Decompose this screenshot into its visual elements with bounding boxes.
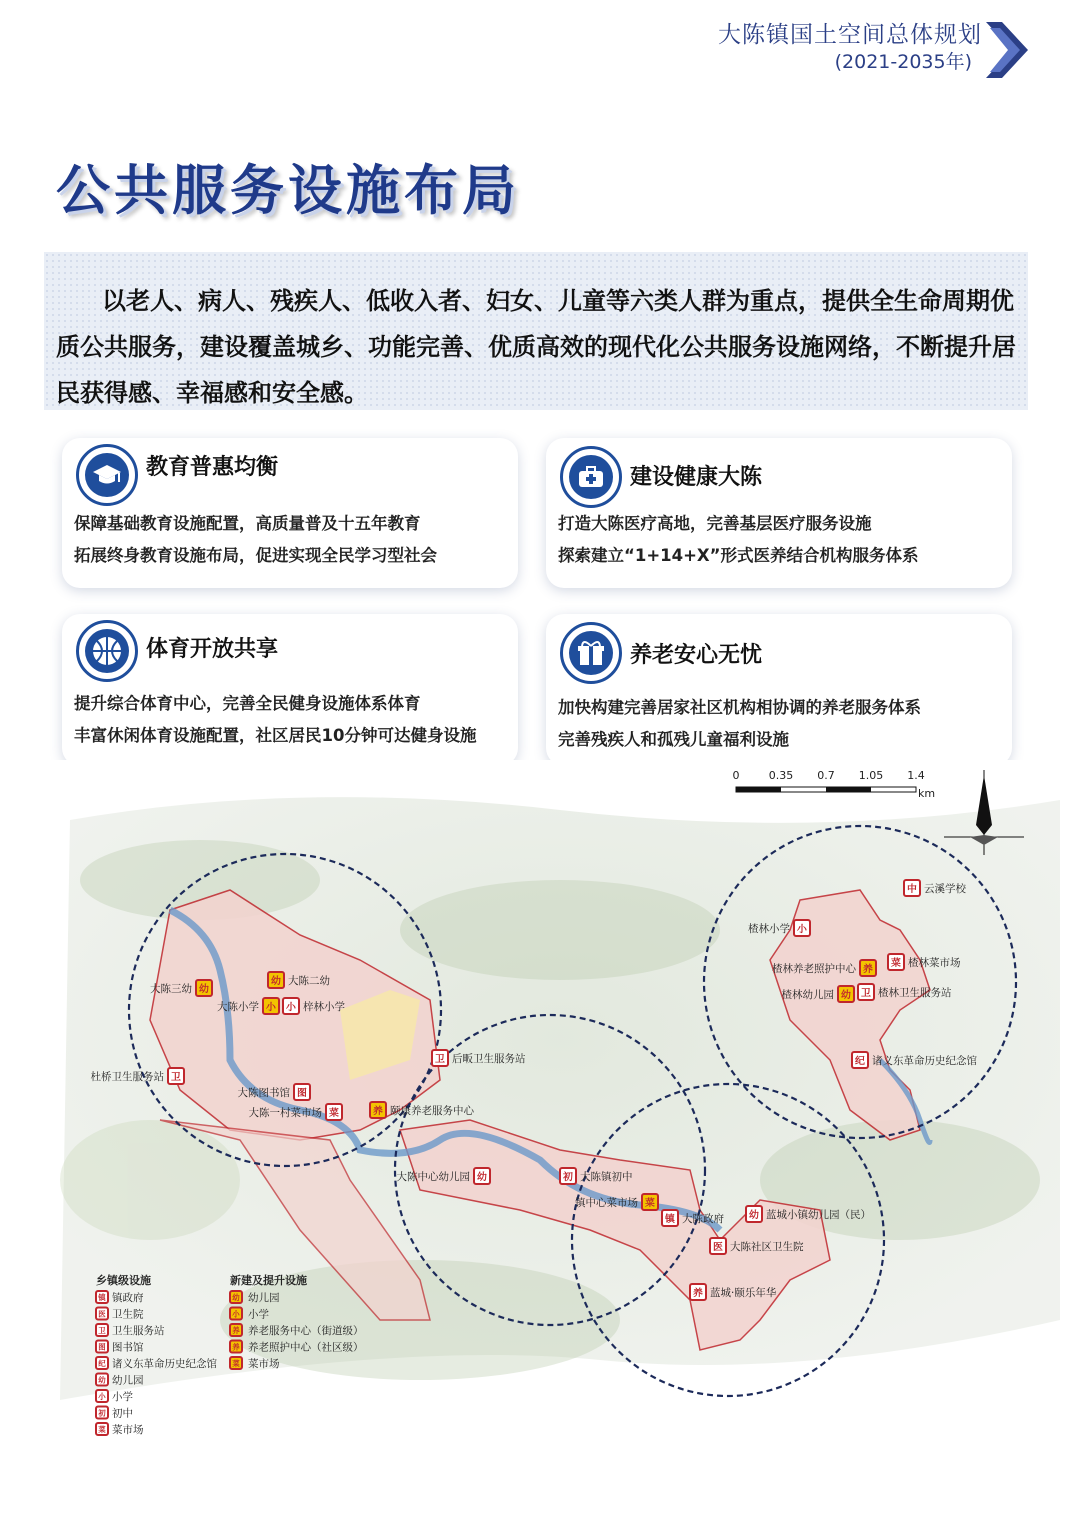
marker-glyph: 镇 [665, 1213, 675, 1225]
map-marker [690, 1284, 706, 1300]
legend-marker [230, 1324, 242, 1336]
card-sports [62, 614, 518, 766]
legend-label: 养老照护中心（社区级） [248, 1341, 364, 1354]
marker-glyph: 图 [297, 1087, 307, 1099]
map-marker [168, 1068, 184, 1084]
marker-label: 蓝城·颐乐年华 [710, 1287, 777, 1299]
marker-glyph: 纪 [98, 1358, 106, 1368]
legend-label: 菜市场 [112, 1424, 144, 1436]
scale-tick: 0.7 [817, 769, 835, 782]
card-title: 教育普惠均衡 [146, 455, 279, 480]
map-marker [662, 1210, 678, 1226]
chevron-right-icon [986, 22, 1028, 78]
marker-glyph: 养 [373, 1105, 383, 1117]
marker-glyph: 养 [863, 963, 873, 975]
marker-glyph: 幼 [841, 989, 851, 1001]
card-line: 拓展终身教育设施布局，促进实现全民学习型社会 [74, 546, 437, 565]
marker-glyph: 医 [713, 1241, 723, 1253]
map-marker [642, 1194, 658, 1210]
legend-marker [96, 1390, 108, 1402]
map-marker [904, 880, 920, 896]
marker-glyph: 小 [286, 1001, 296, 1013]
marker-glyph: 初 [98, 1408, 106, 1418]
legend-marker [96, 1423, 108, 1435]
marker-label: 诸义东革命历史纪念馆 [872, 1055, 977, 1067]
marker-glyph: 幼 [98, 1375, 106, 1385]
map-marker [474, 1168, 490, 1184]
legend-label: 诸义东革命历史纪念馆 [112, 1358, 217, 1370]
marker-label: 楂林卫生服务站 [878, 987, 952, 999]
card-line: 保障基础教育设施配置，高质量普及十五年教育 [74, 514, 421, 533]
legend-marker [96, 1407, 108, 1419]
legend-marker [96, 1357, 108, 1369]
marker-label: 云溪学校 [924, 883, 966, 895]
facility-map [0, 760, 1080, 1528]
legend-marker [230, 1357, 242, 1369]
marker-label: 大陈政府 [682, 1213, 724, 1225]
marker-label: 大陈中心幼儿园 [396, 1171, 470, 1183]
marker-label: 大陈图书馆 [237, 1087, 290, 1099]
marker-glyph: 小 [797, 923, 807, 935]
marker-label: 蓝城小镇幼儿园（民） [766, 1209, 871, 1221]
marker-glyph: 卫 [171, 1071, 181, 1083]
marker-label: 杜桥卫生服务站 [90, 1071, 164, 1083]
marker-glyph: 养 [693, 1287, 703, 1299]
map-marker [860, 960, 876, 976]
card-health [546, 438, 1012, 588]
marker-glyph: 菜 [891, 957, 901, 969]
card-line: 打造大陈医疗高地，完善基层医疗服务设施 [558, 514, 872, 533]
scale-tick: 1.4 [907, 769, 925, 782]
marker-label: 大陈二幼 [288, 975, 330, 987]
card-elderly [546, 614, 1012, 766]
marker-glyph: 幼 [199, 983, 209, 995]
card-line: 探索建立“1+14+X”形式医养结合机构服务体系 [558, 546, 919, 565]
marker-glyph: 幼 [749, 1209, 759, 1221]
document-header [718, 20, 982, 74]
card-title: 体育开放共享 [146, 637, 279, 662]
marker-glyph: 小 [232, 1309, 240, 1319]
map-marker [560, 1168, 576, 1184]
map-marker [294, 1084, 310, 1100]
marker-label: 镇中心菜市场 [575, 1197, 638, 1209]
legend-marker [230, 1291, 242, 1303]
marker-label: 梓林小学 [303, 1001, 345, 1013]
legend-label: 菜市场 [248, 1358, 280, 1370]
card-title: 建设健康大陈 [630, 465, 763, 490]
card-line: 丰富休闲体育设施配置，社区居民10分钟可达健身设施 [74, 726, 477, 745]
legend-marker [96, 1324, 108, 1336]
map-marker [888, 954, 904, 970]
card-line: 加快构建完善居家社区机构相协调的养老服务体系 [558, 698, 921, 717]
legend-label: 卫生院 [112, 1308, 144, 1321]
map-marker [263, 998, 279, 1014]
legend-marker [96, 1308, 108, 1320]
scale-tick: 0 [732, 769, 740, 782]
legend-marker [96, 1341, 108, 1353]
basketball-icon [76, 620, 138, 682]
legend-title: 新建及提升设施 [230, 1274, 307, 1287]
map-marker [858, 984, 874, 1000]
marker-glyph: 镇 [98, 1292, 106, 1302]
marker-label: 大陈镇初中 [580, 1171, 633, 1183]
marker-label: 大陈小学 [217, 1001, 259, 1013]
scale-unit: km [918, 787, 936, 800]
map-marker [370, 1102, 386, 1118]
map-marker [268, 972, 284, 988]
plan-title: 大陈镇国土空间总体规划 [718, 22, 982, 48]
marker-glyph: 小 [266, 1001, 276, 1013]
legend-label: 幼儿园 [248, 1292, 280, 1304]
marker-glyph: 卫 [98, 1325, 106, 1335]
marker-glyph: 纪 [855, 1055, 865, 1067]
card-line: 提升综合体育中心，完善全民健身设施体系体育 [74, 694, 421, 713]
intro-box [44, 252, 1028, 410]
legend-marker [230, 1308, 242, 1320]
marker-label: 楂林养老照护中心 [772, 963, 856, 975]
legend-label: 镇政府 [112, 1292, 144, 1304]
map-marker [794, 920, 810, 936]
card-education [62, 438, 518, 588]
legend-label: 小学 [248, 1308, 269, 1321]
marker-glyph: 菜 [232, 1358, 240, 1368]
map-marker [838, 986, 854, 1002]
marker-label: 后畈卫生服务站 [452, 1053, 526, 1065]
map-marker [746, 1206, 762, 1222]
marker-label: 楂林菜市场 [908, 957, 961, 969]
marker-glyph: 幼 [477, 1171, 487, 1183]
marker-glyph: 菜 [98, 1424, 106, 1434]
marker-glyph: 医 [98, 1309, 106, 1319]
card-line: 完善残疾人和孤残儿童福利设施 [558, 730, 789, 749]
legend-label: 幼儿园 [112, 1374, 144, 1387]
legend-marker [96, 1291, 108, 1303]
marker-glyph: 小 [98, 1391, 106, 1401]
marker-glyph: 菜 [645, 1197, 655, 1209]
intro-text: 以老人、病人、残疾人、低收入者、妇女、儿童等六类人群为重点，提供全生命周期优质公共服务，建设覆盖城乡、功能完善、优质高效的现代化公共服务设施网络，不断提升居民获得感、幸福感和安全感。 [56, 287, 1016, 407]
marker-glyph: 养 [232, 1342, 240, 1352]
marker-glyph: 幼 [232, 1292, 240, 1302]
gift-icon [560, 622, 622, 684]
legend-label: 图书馆 [112, 1341, 144, 1354]
map-marker [326, 1104, 342, 1120]
marker-label: 大陈一村菜市场 [248, 1107, 322, 1119]
scale-tick: 1.05 [858, 769, 884, 782]
legend-label: 小学 [112, 1391, 133, 1403]
marker-label: 楂林幼儿园 [781, 989, 834, 1001]
map-marker [432, 1050, 448, 1066]
marker-label: 大陈三幼 [150, 983, 192, 995]
graduation-cap-icon [76, 444, 138, 506]
marker-label: 大陈社区卫生院 [730, 1241, 804, 1253]
marker-label: 颐康养老服务中心 [390, 1105, 474, 1117]
map-marker [283, 998, 299, 1014]
marker-label: 楂林小学 [748, 923, 790, 935]
page-title: 公共服务设施布局 [56, 159, 520, 222]
legend-label: 养老服务中心（街道级） [248, 1325, 364, 1337]
marker-glyph: 图 [98, 1342, 106, 1352]
marker-glyph: 卫 [861, 987, 871, 999]
legend-label: 卫生服务站 [112, 1325, 165, 1337]
map-marker [852, 1052, 868, 1068]
map-marker [710, 1238, 726, 1254]
marker-glyph: 卫 [435, 1053, 445, 1065]
legend-label: 初中 [112, 1407, 133, 1420]
legend-title: 乡镇级设施 [96, 1274, 151, 1287]
marker-glyph: 菜 [329, 1107, 339, 1119]
marker-glyph: 初 [563, 1171, 573, 1183]
plan-years: (2021-2035年) [834, 51, 972, 73]
legend-marker [230, 1341, 242, 1353]
map-marker [196, 980, 212, 996]
marker-glyph: 养 [232, 1325, 240, 1335]
medical-kit-icon [560, 446, 622, 508]
marker-glyph: 中 [907, 883, 917, 895]
card-title: 养老安心无忧 [630, 643, 763, 668]
marker-glyph: 幼 [271, 975, 281, 987]
scale-tick: 0.35 [768, 769, 794, 782]
legend-marker [96, 1374, 108, 1386]
